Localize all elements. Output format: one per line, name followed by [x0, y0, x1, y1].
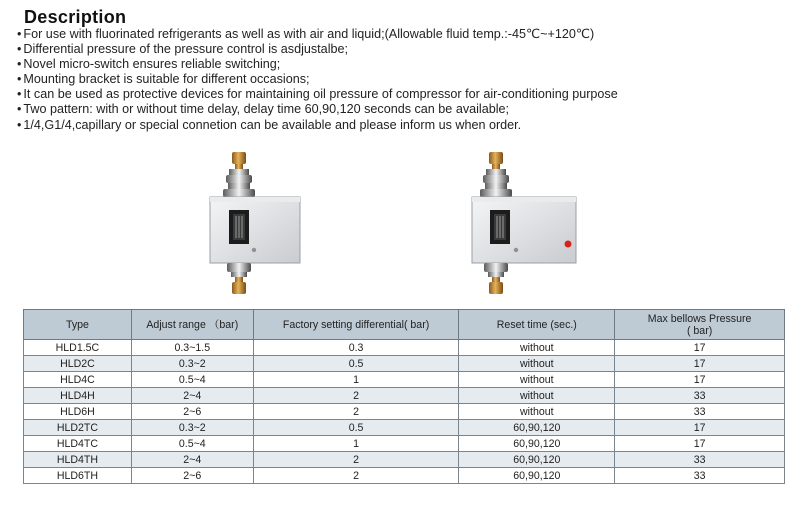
table-cell: 2 [253, 388, 459, 404]
table-row [24, 340, 785, 356]
column-header-type: Type [24, 310, 132, 340]
table-row [24, 372, 785, 388]
product-image-hld-time-delay [468, 150, 580, 296]
table-cell: 0.5 [253, 420, 459, 436]
table-cell: 17 [615, 372, 785, 388]
table-cell: HLD4C [24, 372, 132, 388]
bullet-item: • 1/4,G1/4,capillary or special connetion can be available and please inform us when order. [17, 118, 618, 133]
column-header-factory-setting: Factory setting differential( bar) [253, 310, 459, 340]
product-image-hld-standard [205, 150, 305, 296]
table-cell: HLD6H [24, 404, 132, 420]
table-cell: 2~4 [131, 388, 253, 404]
table-cell: 60,90,120 [459, 420, 615, 436]
pressure-control-device-with-time-delay-icon [468, 150, 580, 296]
table-cell: 0.3~2 [131, 356, 253, 372]
table-cell: 2 [253, 452, 459, 468]
table-cell: without [459, 372, 615, 388]
bullet-item: • Two pattern: with or without time delay, delay time 60,90,120 seconds can be available; [17, 102, 618, 117]
column-header-max-bellows-pressure: Max bellows Pressure ( bar) [615, 310, 785, 340]
description-bullet-list [17, 27, 618, 133]
table-cell: HLD2TC [24, 420, 132, 436]
table-cell: 17 [615, 340, 785, 356]
table-cell: 33 [615, 388, 785, 404]
table-cell: without [459, 340, 615, 356]
table-cell: 60,90,120 [459, 436, 615, 452]
table-cell: 2 [253, 468, 459, 484]
table-row [24, 388, 785, 404]
table-cell: 0.3~1.5 [131, 340, 253, 356]
table-cell: 33 [615, 468, 785, 484]
table-cell: 33 [615, 452, 785, 468]
table-cell: HLD6TH [24, 468, 132, 484]
table-cell: HLD4TH [24, 452, 132, 468]
bullet-item: • For use with fluorinated refrigerants as well as with air and liquid;(Allowable fluid temp.:-45℃~+120℃) [17, 27, 618, 42]
table-cell: 2~4 [131, 452, 253, 468]
table-cell: 0.3~2 [131, 420, 253, 436]
table-cell: 0.3 [253, 340, 459, 356]
table-row [24, 420, 785, 436]
bullet-item: • Mounting bracket is suitable for different occasions; [17, 72, 618, 87]
table-cell: HLD4H [24, 388, 132, 404]
table-cell: HLD4TC [24, 436, 132, 452]
table-cell: 1 [253, 372, 459, 388]
table-cell: 2~6 [131, 404, 253, 420]
table-cell: 1 [253, 436, 459, 452]
indicator-light-icon [565, 241, 572, 248]
table-cell: HLD1.5C [24, 340, 132, 356]
table-cell: 17 [615, 436, 785, 452]
table-header-row [24, 310, 785, 340]
table-cell: without [459, 404, 615, 420]
table-row [24, 468, 785, 484]
table-cell: 0.5~4 [131, 372, 253, 388]
table-cell: HLD2C [24, 356, 132, 372]
table-cell: 17 [615, 356, 785, 372]
table-cell: 60,90,120 [459, 468, 615, 484]
table-row [24, 404, 785, 420]
table-cell: 0.5~4 [131, 436, 253, 452]
table-cell: 2~6 [131, 468, 253, 484]
table-cell: 60,90,120 [459, 452, 615, 468]
pressure-control-device-icon [205, 150, 305, 296]
table-row [24, 436, 785, 452]
description-title: Description [24, 7, 127, 27]
table-cell: 2 [253, 404, 459, 420]
table-row [24, 356, 785, 372]
bullet-item: • Differential pressure of the pressure control is asdjustalbe; [17, 42, 618, 57]
table-cell: without [459, 388, 615, 404]
table-cell: 17 [615, 420, 785, 436]
column-header-reset-time: Reset time (sec.) [459, 310, 615, 340]
bullet-item: • Novel micro-switch ensures reliable switching; [17, 57, 618, 72]
column-header-adjust-range: Adjust range （bar) [131, 310, 253, 340]
table-body [24, 340, 785, 484]
specification-table [23, 309, 785, 484]
bullet-item: • It can be used as protective devices for maintaining oil pressure of compressor for air-conditioning purpose [17, 87, 618, 102]
table-cell: 33 [615, 404, 785, 420]
table-cell: 0.5 [253, 356, 459, 372]
table-row [24, 452, 785, 468]
table-cell: without [459, 356, 615, 372]
